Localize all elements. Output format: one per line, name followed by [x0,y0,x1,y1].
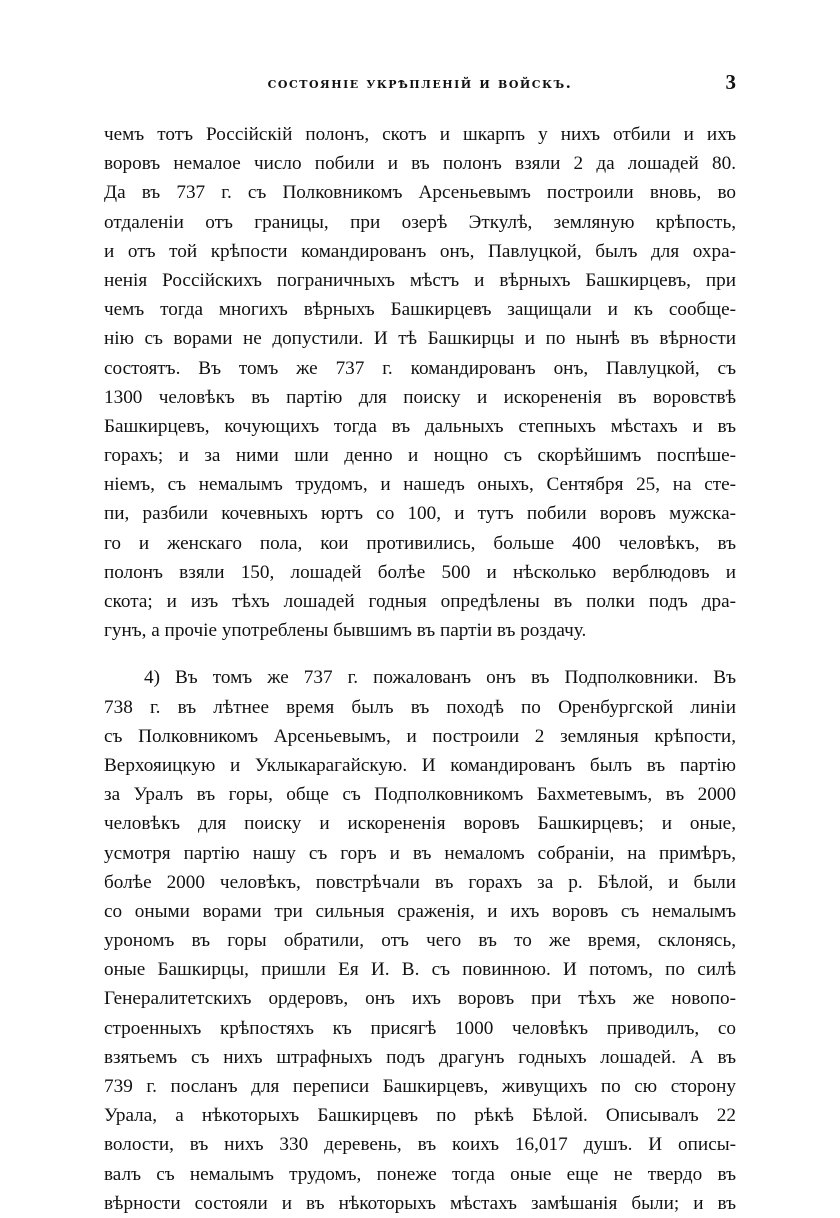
text-line: ненія Россійскихъ пограничныхъ мѣстъ и вѣрныхъ Башкирцевъ, при [104,269,736,291]
text-line: болѣе 2000 человѣкъ, повстрѣчали въ горахъ за р. Бѣлой, и были [104,871,736,893]
text-line: Башкирцевъ, кочующихъ тогда въ дальныхъ степныхъ мѣстахъ и въ [104,415,736,437]
text-line: за Уралъ въ горы, обще съ Подполковникомъ Бахметевымъ, въ 2000 [104,784,736,806]
text-line: валъ съ немалымъ трудомъ, понеже тогда оные еще не твердо въ [104,1163,736,1185]
body-text [104,120,736,1218]
text-line: скота; и изъ тѣхъ лошадей годныя опредѣлены въ полки подъ дра- [104,591,736,612]
text-line: ніемъ, съ немалымъ трудомъ, и нашедъ оныхъ, Сентября 25, на сте- [104,474,736,496]
page-number: 3 [725,70,736,94]
text-line: воровъ немалое число побили и въ полонъ взяли 2 да лошадей 80. [104,153,736,175]
text-line: гунъ, а прочіе употреблены бывшимъ въ партіи въ роздачу. [104,620,587,642]
text-line: пи, разбили кочевныхъ юртъ со 100, и тутъ побили воровъ мужска- [104,503,736,525]
paragraph-2 [104,663,736,1218]
text-line: со оными ворами три сильныя сраженія, и ихъ воровъ съ немалымъ [104,900,736,922]
text-line: Урала, а нѣкоторыхъ Башкирцевъ по рѣкѣ Бѣлой. Описывалъ 22 [104,1105,736,1127]
text-line: урономъ въ горы обратили, отъ чего въ то же время, склонясь, [104,930,736,952]
text-line: вѣрности состояли и въ нѣкоторыхъ мѣстахъ замѣшанія были; и въ [104,1192,736,1214]
text-line: взятьемъ съ нихъ штрафныхъ подъ драгунъ годныхъ лошадей. А въ [104,1046,736,1068]
running-title: состояніе укрѣпленій и войскъ. [267,74,573,92]
paragraph-gap [104,645,736,663]
text-line: усмотря партію нашу съ горъ и въ немаломъ собраніи, на примѣръ, [104,842,736,864]
text-line: чемъ тогда многихъ вѣрныхъ Башкирцевъ защищали и къ сообще- [104,299,736,321]
text-line: Да въ 737 г. съ Полковникомъ Арсеньевымъ построили вновь, во [104,182,736,204]
text-line: и отъ той крѣпости командированъ онъ, Павлуцкой, былъ для охра- [104,240,736,262]
text-line: го и женскаго пола, кои противились, больше 400 человѣкъ, въ [104,532,736,554]
text-line: волости, въ нихъ 330 деревень, въ коихъ 16,017 душъ. И описы- [104,1134,736,1156]
text-line: состоятъ. Въ томъ же 737 г. командированъ онъ, Павлуцкой, съ [104,357,736,379]
paragraph-1 [104,120,736,645]
text-line: съ Полковникомъ Арсеньевымъ, и построили 2 земляныя крѣпости, [104,725,736,747]
text-line: человѣкъ для поиску и искорененія воровъ Башкирцевъ; и оные, [104,813,736,835]
text-line: полонъ взяли 150, лошадей болѣе 500 и нѣсколько верблюдовъ и [104,561,736,583]
text-line: 739 г. посланъ для переписи Башкирцевъ, живущихъ по сю сторону [104,1076,736,1097]
text-line: 4) Въ томъ же 737 г. пожалованъ онъ въ Подполковники. Въ [144,667,736,689]
running-head [104,70,736,100]
text-line: 738 г. въ лѣтнее время былъ въ походѣ по Оренбургской линіи [104,696,736,718]
text-line: чемъ тотъ Россійскій полонъ, скотъ и шкарпъ у нихъ отбили и ихъ [104,124,736,145]
text-line: горахъ; и за ними шли денно и нощно съ скорѣйшимъ поспѣше- [104,445,736,467]
text-line: отдаленіи отъ границы, при озерѣ Эткулѣ, земляную крѣпость, [104,211,736,233]
text-line: Генералитетскихъ ордеровъ, онъ ихъ воровъ при тѣхъ же новопо- [104,988,736,1010]
text-line: оные Башкирцы, пришли Ея И. В. съ повинною. И потомъ, по силѣ [104,959,736,981]
text-line: нію съ ворами не допустили. И тѣ Башкирцы и по нынѣ въ вѣрности [104,328,736,350]
text-line: строенныхъ крѣпостяхъ къ присягѣ 1000 человѣкъ приводилъ, со [104,1017,736,1039]
text-line: Верхояицкую и Уклыкарагайскую. И командированъ былъ въ партію [104,754,736,776]
text-line: 1300 человѣкъ въ партію для поиску и искорененія въ воровствѣ [104,386,736,408]
